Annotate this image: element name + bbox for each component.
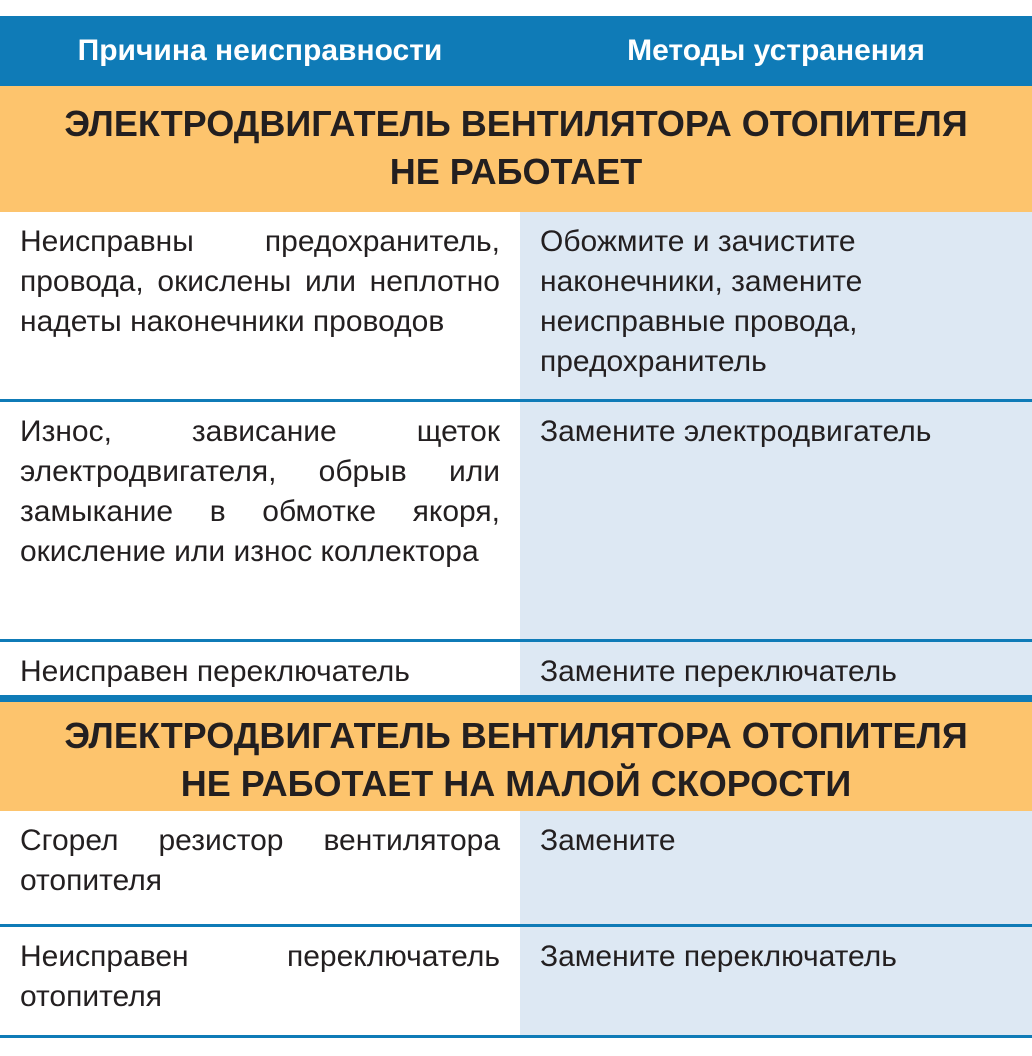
section-title-line-1: ЭЛЕКТРОДВИГАТЕЛЬ ВЕНТИЛЯТОРА ОТОПИТЕЛЯ [64, 715, 968, 756]
section-title-line-2: НЕ РАБОТАЕТ НА МАЛОЙ СКОРОСТИ [180, 763, 852, 804]
fix-cell: Замените [520, 811, 1032, 924]
section-title [0, 695, 1032, 811]
section-title [0, 86, 1032, 212]
cause-cell: Сгорел резистор вентилятора отопителя [0, 811, 520, 924]
fix-cell: Замените переключатель [520, 642, 1032, 695]
cause-cell: Неисправен переключатель отопителя [0, 927, 520, 1035]
table-row [0, 399, 1032, 639]
fix-cell: Замените переключатель [520, 927, 1032, 1035]
troubleshooting-table [0, 16, 1032, 1038]
table-row [0, 212, 1032, 399]
table-header-row [0, 16, 1032, 86]
fix-cell: Замените электродвигатель [520, 402, 1032, 639]
cause-cell: Неисправен переключатель [0, 642, 520, 695]
section-title-line-2: НЕ РАБОТАЕТ [389, 151, 643, 192]
fix-cell: Обожмите и зачистите наконечники, замените неисправные провода, предохранитель [520, 212, 1032, 399]
table-row [0, 639, 1032, 695]
table-row [0, 924, 1032, 1038]
section-title-line-1: ЭЛЕКТРОДВИГАТЕЛЬ ВЕНТИЛЯТОРА ОТОПИТЕЛЯ [64, 103, 968, 144]
cause-cell: Износ, зависание щеток электродвигателя, обрыв или замыкание в обмотке якоря, окисление или износ коллектора [0, 402, 520, 639]
table-row [0, 811, 1032, 924]
cause-cell: Неисправны предохранитель, провода, окислены или неплотно надеты наконечники проводов [0, 212, 520, 399]
header-fix: Методы устранения [627, 34, 925, 67]
header-cause: Причина неисправности [77, 34, 443, 67]
